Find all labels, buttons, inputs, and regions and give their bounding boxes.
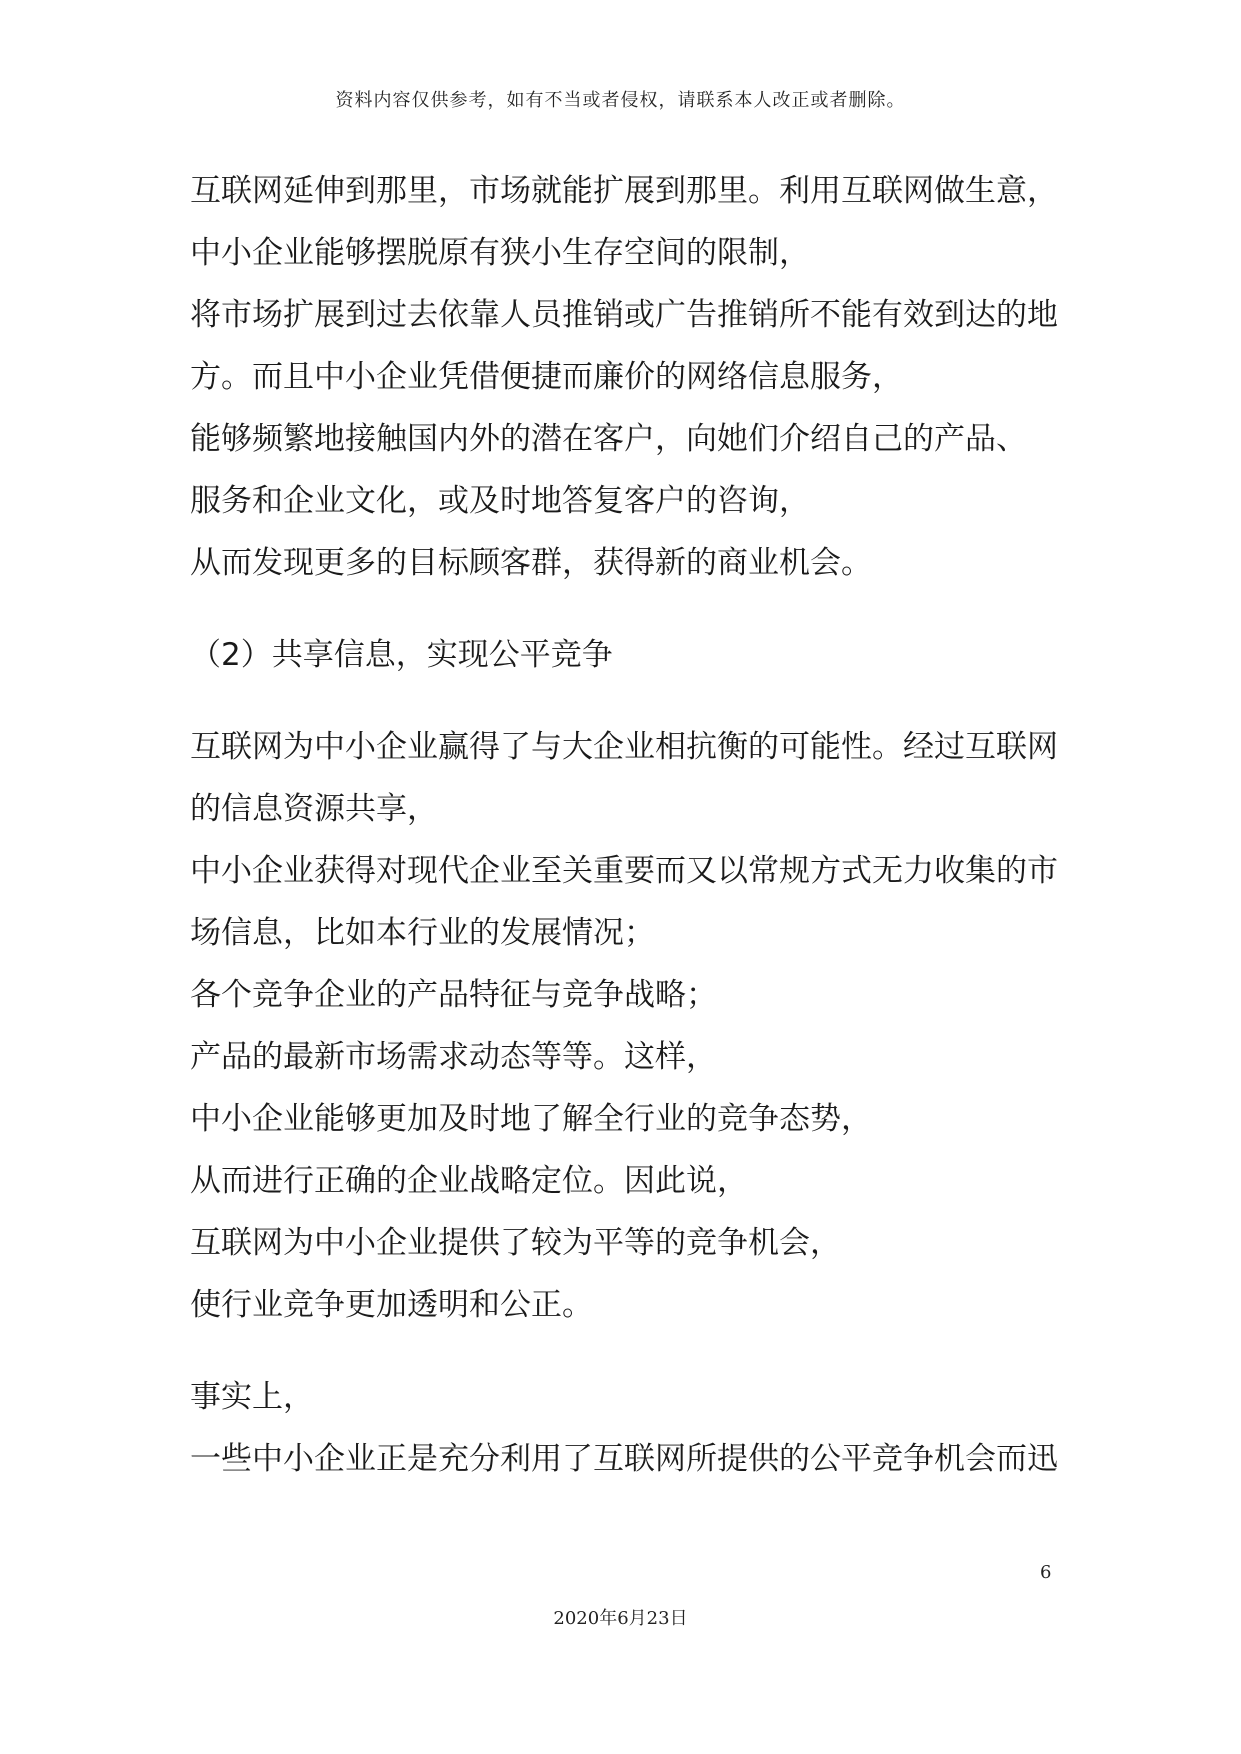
section-heading: （2）共享信息，实现公平竞争 [190, 637, 613, 673]
text-line: 中小企业能够摆脱原有狭小生存空间的限制， [190, 235, 810, 271]
paragraph [190, 716, 1070, 1336]
text-line: 的信息资源共享， [190, 791, 438, 827]
text-line: 从而进行正确的企业战略定位。因此说， [190, 1163, 748, 1199]
text-line: 事实上， [190, 1379, 314, 1415]
text-line: 产品的最新市场需求动态等等。这样， [190, 1039, 717, 1075]
text-line: 将市场扩展到过去依靠人员推销或广告推销所不能有效到达的地 [190, 297, 1058, 333]
text-line: 互联网为中小企业赢得了与大企业相抗衡的可能性。经过互联网 [190, 729, 1058, 765]
text-line: 中小企业获得对现代企业至关重要而又以常规方式无力收集的市 [190, 853, 1058, 889]
text-line: 使行业竞争更加透明和公正。 [190, 1287, 593, 1323]
text-line: 一些中小企业正是充分利用了互联网所提供的公平竞争机会而迅 [190, 1441, 1058, 1477]
text-line: 场信息，比如本行业的发展情况； [190, 915, 655, 951]
text-line: 各个竞争企业的产品特征与竞争战略； [190, 977, 717, 1013]
header-disclaimer: 资料内容仅供参考，如有不当或者侵权，请联系本人改正或者删除。 [335, 90, 906, 111]
paragraph-gap [190, 1336, 1070, 1366]
paragraph-gap [190, 686, 1070, 716]
text-line: 服务和企业文化，或及时地答复客户的咨询， [190, 483, 810, 519]
text-line: 中小企业能够更加及时地了解全行业的竞争态势， [190, 1101, 872, 1137]
paragraph [190, 160, 1070, 594]
text-line: 互联网延伸到那里，市场就能扩展到那里。利用互联网做生意， [190, 173, 1058, 209]
paragraph [190, 1366, 1070, 1490]
text-line: 互联网为中小企业提供了较为平等的竞争机会， [190, 1225, 841, 1261]
section-heading-paragraph [190, 624, 1070, 686]
text-line: 方。而且中小企业凭借便捷而廉价的网络信息服务， [190, 359, 903, 395]
page-number: 6 [1040, 1562, 1052, 1583]
paragraph-gap [190, 594, 1070, 624]
text-line: 能够频繁地接触国内外的潜在客户，向她们介绍自己的产品、 [190, 421, 1027, 457]
text-line: 从而发现更多的目标顾客群，获得新的商业机会。 [190, 545, 872, 581]
footer-date: 2020年6月23日 [553, 1608, 688, 1629]
body-text [190, 160, 1070, 1490]
